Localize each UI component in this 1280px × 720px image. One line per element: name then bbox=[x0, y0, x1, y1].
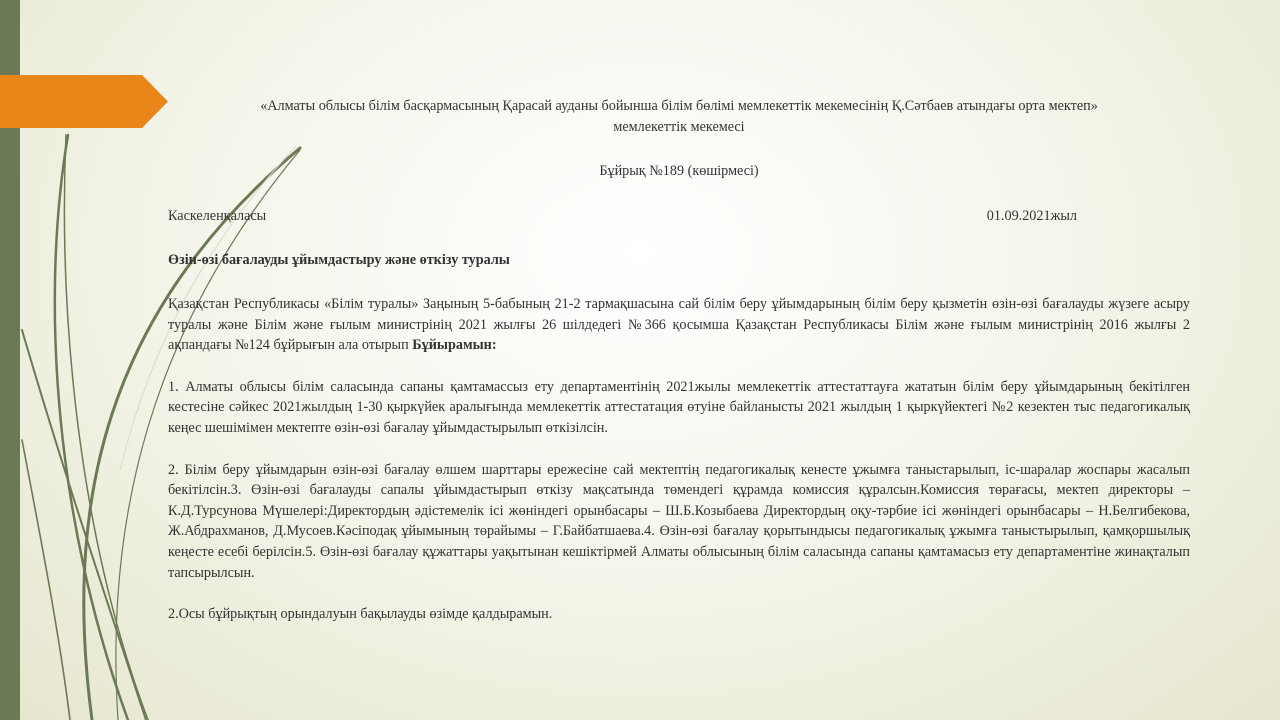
preamble-text: Қазақстан Республикасы «Білім туралы» Заңының 5-бабының 21-2 тармақшасына сай білім беру ұйымдарының білім беру қызметін өзін-өзі бағалауды жүзеге асыру туралы және Білім және ғылым министрінің 2021 жылғы 26 шілдедегі №366 қосымша Қазақстан Республикасы Білім және ғылым министрінің 2016 жылғы 2 ақпандағы №124 бұйрығын ала отырып bbox=[168, 295, 1190, 354]
orange-flag-shape bbox=[0, 75, 168, 128]
header-line-1: «Алматы облысы білім басқармасының Қарасай ауданы бойынша білім бөлімі мемлекеттік мекемесінің Қ.Сәтбаев атындағы орта мектеп» bbox=[260, 98, 1098, 114]
place: Каскеленқаласы bbox=[168, 207, 267, 224]
curve-1 bbox=[55, 135, 128, 720]
preamble-paragraph bbox=[168, 294, 1190, 356]
order-title: Бұйрық №189 (көшірмесі) bbox=[599, 163, 759, 180]
curve-6 bbox=[22, 440, 70, 720]
document-body bbox=[168, 96, 1190, 625]
date: 01.09.2021жыл bbox=[986, 207, 1077, 224]
subject-heading: Өзін-өзі бағалауды ұйымдастыру және өткізу туралы bbox=[168, 252, 510, 269]
curve-5 bbox=[22, 330, 146, 720]
place-date-row bbox=[168, 206, 1190, 227]
order-item-1: 1. Алматы облысы білім саласында сапаны қамтамассыз ету департаментінің 2021жылы мемлекеттік аттестаттауға жататын білім беру ұйымдарының бекітілген кестесіне сәйкес 2021жылдың 1-30 қыркүйек аралығында мемлекеттік аттестатация өтуіне байланысты 2021 жылдың 1 қыркүйектегі №2 кезектен тыс педагогикалық кеңес шешімімен мектепте өзін-өзі бағалау ұйымдастырылып өткізілсін. bbox=[168, 378, 1190, 436]
header-line-2: мемлекеттік мекемесі bbox=[613, 118, 745, 135]
curve-2 bbox=[64, 135, 148, 720]
document-header bbox=[168, 96, 1190, 137]
preamble-bold: Бұйырамын: bbox=[412, 337, 497, 354]
order-item-3: 2.Осы бұйрықтың орындалуын бақылауды өзімде қалдырамын. bbox=[168, 606, 553, 623]
order-item-2: 2. Білім беру ұйымдарын өзін-өзі бағалау өлшем шарттары ережесіне сай мектептің педагогикалық кенесте ұжымға таныстарылып, іс-шаралар жоспары жасалып бекітілсін.3. Өзін-өзі бағалауды сапалы ұйымдастырып өткізу мақсатында төмендегі құрамда комиссия құралсын.Комиссия төрағасы, мектеп директоры – К.Д.Турсунова Мүшелері:Директордың әдістемелік ісі жөніндегі орынбасары – Ш.Б.Козыбаева Директордың оқу-тәрбие ісі жөніндегі орынбасары – Н.Белгибекова, Ж.Абдрахманов, Д.Мусоев.Кәсіподақ ұйымының төрайымы – Г.Байбатшаева.4. Өзін-өзі бағалау қорытындысы педагогикалық ұжымға таныстырылып, қамқоршылық кеңесте есебі берілсін.5. Өзін-өзі бағалау құжаттары уақытынан кешіктірмей Алматы облысының білім саласында сапаны қамтамасыз ету департаментіне жинақталып тапсырылсын. bbox=[168, 461, 1190, 581]
